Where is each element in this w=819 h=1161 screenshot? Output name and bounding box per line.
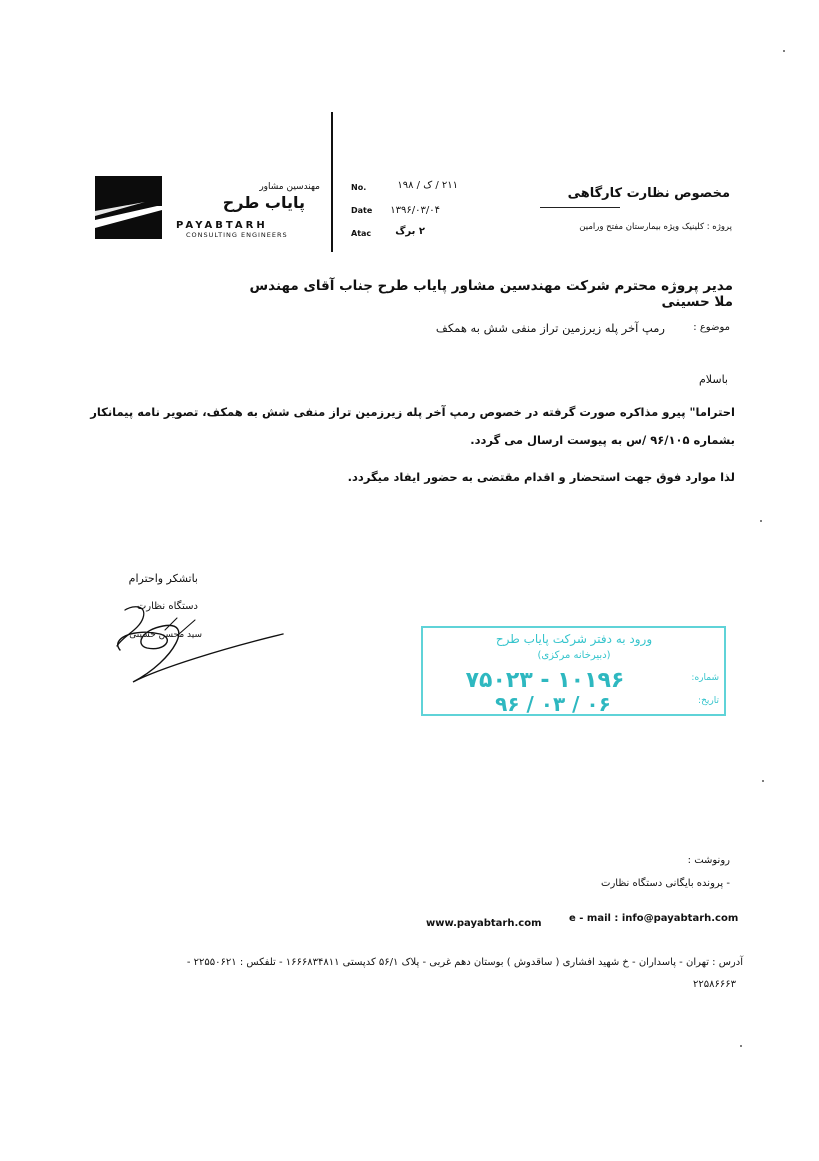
header-divider [331, 112, 333, 252]
attachment-label: Atac [351, 229, 372, 238]
stamp-number-label: شماره: [691, 673, 719, 683]
company-address: آدرس : تهران - پاسداران - خ شهید افشاری ( ساقدوش ) بوستان دهم غربی - پلاک ۵۶/۱ کدپستی ۱۶۶۶۸۳۴۸۱۱ - تلفکس : ۲۲۵۵۰۶۲۱ - [186, 957, 743, 968]
subject-text: رمپ آخر پله زیرزمین تراز منفی شش به همکف [435, 321, 665, 335]
signatory-unit: دستگاه نظارت [136, 601, 198, 612]
document-type-title: مخصوص نظارت کارگاهی [567, 186, 730, 201]
subject-label: موضوع : [693, 322, 730, 333]
recipient-line: مدیر پروژه محترم شرکت مهندسین مشاور پایاب طرح جناب آقای مهندس ملا حسینی [249, 278, 733, 310]
cc-item: - پرونده بایگانی دستگاه نظارت [601, 878, 730, 889]
stamp-date-label: تاریخ: [698, 696, 719, 706]
closing-text: باتشکر واحترام [128, 572, 198, 585]
scan-speck [783, 50, 785, 52]
company-logo [95, 176, 162, 239]
greeting: باسلام [698, 373, 728, 386]
handwritten-signature [105, 590, 295, 690]
stamp-subtitle: (دبیرخانه مرکزی) [537, 650, 611, 661]
date-label: Date [351, 206, 373, 215]
stamp-registration-number: ۷۵۰۲۳ - ۱۰۱۹۶ [465, 668, 625, 693]
doc-type-underline [540, 207, 620, 208]
company-tagline: CONSULTING ENGINEERS [186, 231, 288, 239]
letter-number: ۲۱۱ / ک / ۱۹۸ [397, 180, 458, 191]
scan-speck [762, 780, 764, 782]
project-name: پروژه : کلینیک ویژه بیمارستان مفتح ورامین [579, 222, 732, 232]
company-name-latin: PAYABTARH [176, 220, 268, 231]
company-website: www.payabtarh.com [426, 918, 542, 929]
signatory-name: سید محسن حسینی [129, 630, 202, 640]
letter-date: ۱۳۹۶/۰۳/۰۴ [390, 205, 440, 216]
received-stamp [421, 626, 726, 716]
scan-speck [740, 1045, 742, 1047]
scan-speck [760, 520, 762, 522]
stamp-title: ورود به دفتر شرکت پایاب طرح [495, 632, 653, 646]
number-label: No. [351, 183, 367, 192]
company-address-continued: ۲۲۵۸۶۶۶۳ [693, 979, 736, 990]
cc-label: رونوشت : [687, 855, 730, 866]
body-paragraph-1-line-2: بشماره ۹۶/۱۰۵ /س به پیوست ارسال می گردد. [470, 433, 735, 447]
company-name-small: مهندسین مشاور [259, 182, 320, 192]
stamp-registration-date: ۹۶ / ۰۳ / ۰۶ [495, 692, 611, 716]
body-paragraph-2: لذا موارد فوق جهت استحضار و اقدام مقتضی به حضور ایفاد میگردد. [347, 470, 735, 484]
body-paragraph-1-line-1: احتراما" پیرو مذاکره صورت گرفته در خصوص رمپ آخر پله زیرزمین تراز منفی شش به همکف، تصویر نامه پیمانکار [90, 405, 735, 419]
logo-mark-graphic [95, 176, 162, 239]
attachment-count: ۲ برگ [395, 226, 425, 237]
company-name-persian: پایاب طرح [222, 193, 305, 212]
company-email: e - mail : info@payabtarh.com [569, 913, 739, 924]
